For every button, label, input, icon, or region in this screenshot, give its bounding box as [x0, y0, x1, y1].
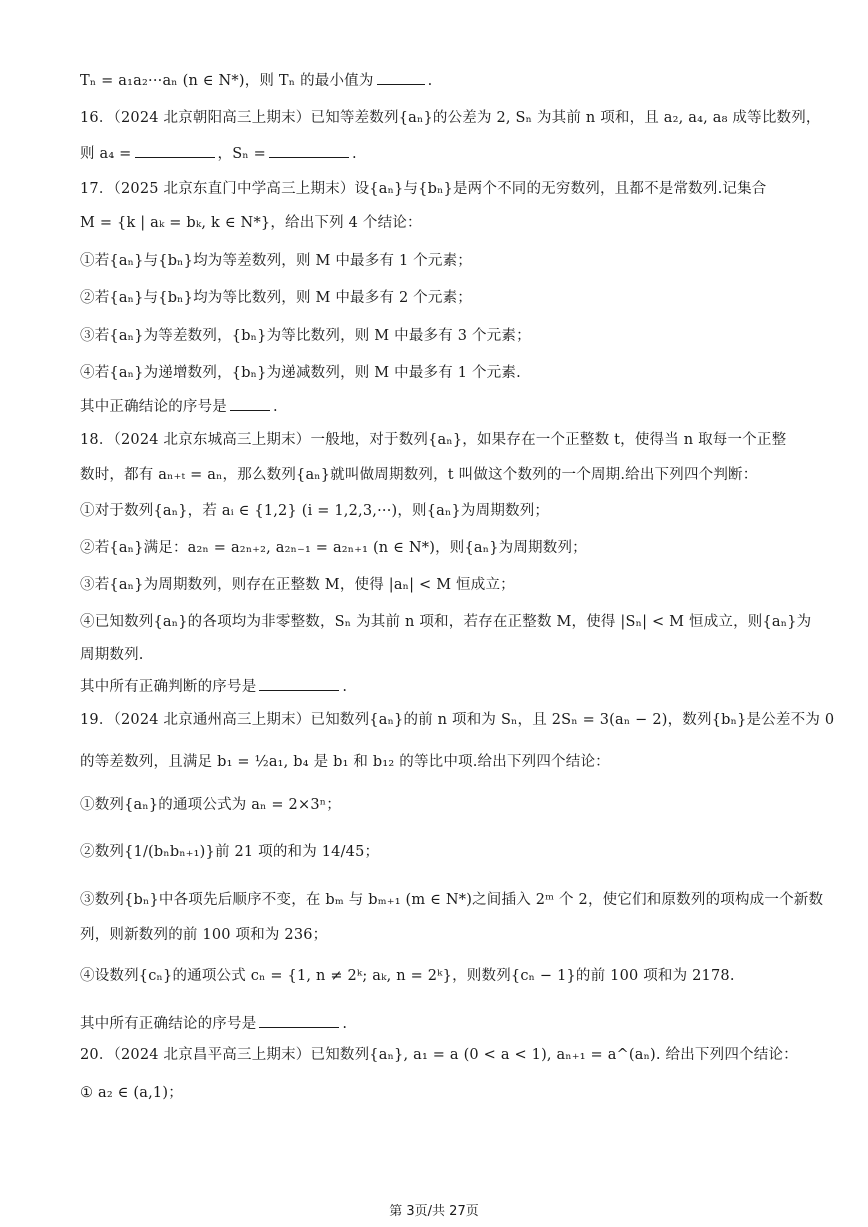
line-text-tail: . — [352, 146, 357, 162]
line-text-mid: ，Sₙ = — [217, 146, 266, 162]
text-line-l3 — [80, 179, 767, 199]
text-line-l21 — [80, 842, 379, 862]
line-text: ④已知数列{aₙ}的各项均为非零整数，Sₙ 为其前 n 项和，若存在正整数 M，使得 |Sₙ| < M 恒成立，则{aₙ}为 — [80, 614, 812, 630]
line-text: ①若{aₙ}与{bₙ}均为等差数列，则 M 中最多有 1 个元素； — [80, 253, 472, 269]
line-text: 17．（2025 北京东直门中学高三上期末）设{aₙ}与{bₙ}是两个不同的无穷数列，且都不是常数列.记集合 — [80, 181, 767, 197]
line-text: ③数列{bₙ}中各项先后顺序不变，在 bₘ 与 bₘ₊₁ (m ∈ N*)之间插入 2ᵐ 个 2，使它们和原数列的项构成一个新数 — [80, 892, 824, 908]
text-line-l20 — [80, 795, 341, 815]
answer-blank[interactable] — [269, 143, 349, 158]
text-line-l1 — [80, 108, 821, 128]
text-line-l24 — [80, 966, 735, 986]
text-line-l14 — [80, 575, 515, 595]
line-text-tail: . — [273, 399, 278, 415]
text-line-l25 — [80, 1013, 347, 1034]
text-line-l26 — [80, 1045, 798, 1065]
text-line-l7 — [80, 326, 531, 346]
text-line-l16 — [80, 645, 144, 665]
line-text: ① a₂ ∈ (a,1)； — [80, 1085, 183, 1101]
text-line-l19 — [80, 752, 610, 772]
text-line-l12 — [80, 501, 549, 521]
line-text: ④若{aₙ}为递增数列，{bₙ}为递减数列，则 M 中最多有 1 个元素. — [80, 365, 521, 381]
text-line-l18 — [80, 710, 834, 730]
text-line-l10 — [80, 430, 786, 450]
line-text-tail: . — [342, 1016, 348, 1032]
line-text: 的等差数列，且满足 b₁ = ½a₁, b₄ 是 b₁ 和 b₁₂ 的等比中项.给出下列四个结论： — [80, 754, 610, 770]
line-text: ③若{aₙ}为周期数列，则存在正整数 M，使得 |aₙ| < M 恒成立； — [80, 577, 515, 593]
line-text: 20．（2024 北京昌平高三上期末）已知数列{aₙ}, a₁ = a (0 < a < 1), aₙ₊₁ = a^(aₙ). 给出下列四个结论： — [80, 1047, 798, 1063]
text-line-l11 — [80, 465, 757, 485]
line-text: 16．（2024 北京朝阳高三上期末）已知等差数列{aₙ}的公差为 2, Sₙ 为其前 n 项和，且 a₂, a₄, a₈ 成等比数列， — [80, 110, 821, 126]
line-text-tail: . — [427, 73, 433, 89]
text-line-l9 — [80, 396, 278, 417]
text-line-l4 — [80, 213, 422, 233]
line-text: 19．（2024 北京通州高三上期末）已知数列{aₙ}的前 n 项和为 Sₙ，且 2Sₙ = 3(aₙ − 2)，数列{bₙ}是公差不为 0 — [80, 712, 835, 728]
line-text: 数时，都有 aₙ₊ₜ = aₙ，那么数列{aₙ}就叫做周期数列，t 叫做这个数列的一个周期.给出下列四个判断： — [80, 467, 758, 483]
text-line-l6 — [80, 288, 472, 308]
line-text: ①对于数列{aₙ}，若 aᵢ ∈ {1,2} (i = 1,2,3,···)，则{aₙ}为周期数列； — [80, 503, 550, 519]
answer-blank[interactable] — [230, 396, 270, 411]
text-line-l27 — [80, 1083, 183, 1103]
text-line-l15 — [80, 612, 811, 632]
line-text: 周期数列. — [80, 647, 144, 663]
line-text: ②数列{1/(bₙbₙ₊₁)}前 21 项的和为 14/45； — [80, 844, 380, 860]
answer-blank[interactable] — [259, 676, 339, 691]
answer-blank[interactable] — [259, 1013, 339, 1028]
line-text-tail: . — [342, 679, 348, 695]
line-text: 其中所有正确结论的序号是 — [80, 1016, 257, 1032]
line-text: ③若{aₙ}为等差数列，{bₙ}为等比数列，则 M 中最多有 3 个元素； — [80, 328, 531, 344]
line-text: 其中所有正确判断的序号是 — [80, 679, 257, 695]
line-text: Tₙ = a₁a₂···aₙ (n ∈ N*)，则 Tₙ 的最小值为 — [80, 73, 374, 89]
text-line-l5 — [80, 251, 472, 271]
text-line-l0 — [80, 70, 432, 91]
text-line-l13 — [80, 538, 587, 558]
text-line-l22 — [80, 890, 823, 910]
line-text: ①数列{aₙ}的通项公式为 aₙ = 2×3ⁿ； — [80, 797, 341, 813]
line-text: ②若{aₙ}与{bₙ}均为等比数列，则 M 中最多有 2 个元素； — [80, 290, 472, 306]
text-line-l8 — [80, 363, 521, 383]
line-text: 18．（2024 北京东城高三上期末）一般地，对于数列{aₙ}，如果存在一个正整数 t，使得当 n 取每一个正整 — [80, 432, 787, 448]
line-text: 则 a₄ = — [80, 146, 132, 162]
answer-blank[interactable] — [135, 143, 215, 158]
line-text: M = {k | aₖ = bₖ, k ∈ N*}，给出下列 4 个结论： — [80, 215, 422, 231]
line-text: 其中正确结论的序号是 — [80, 399, 227, 415]
text-line-l23 — [80, 925, 327, 945]
line-text: ④设数列{cₙ}的通项公式 cₙ = {1, n ≠ 2ᵏ; aₖ, n = 2ᵏ}，则数列{cₙ − 1}的前 100 项和为 2178. — [80, 968, 735, 984]
text-line-l2 — [80, 143, 357, 164]
line-text: ②若{aₙ}满足：a₂ₙ = a₂ₙ₊₂, a₂ₙ₋₁ = a₂ₙ₊₁ (n ∈ N*)，则{aₙ}为周期数列； — [80, 540, 587, 556]
line-text: 列，则新数列的前 100 项和为 236； — [80, 927, 328, 943]
page-footer: 第 3页/共 27页 — [389, 1204, 479, 1219]
text-line-l17 — [80, 676, 347, 697]
answer-blank[interactable] — [377, 70, 425, 85]
